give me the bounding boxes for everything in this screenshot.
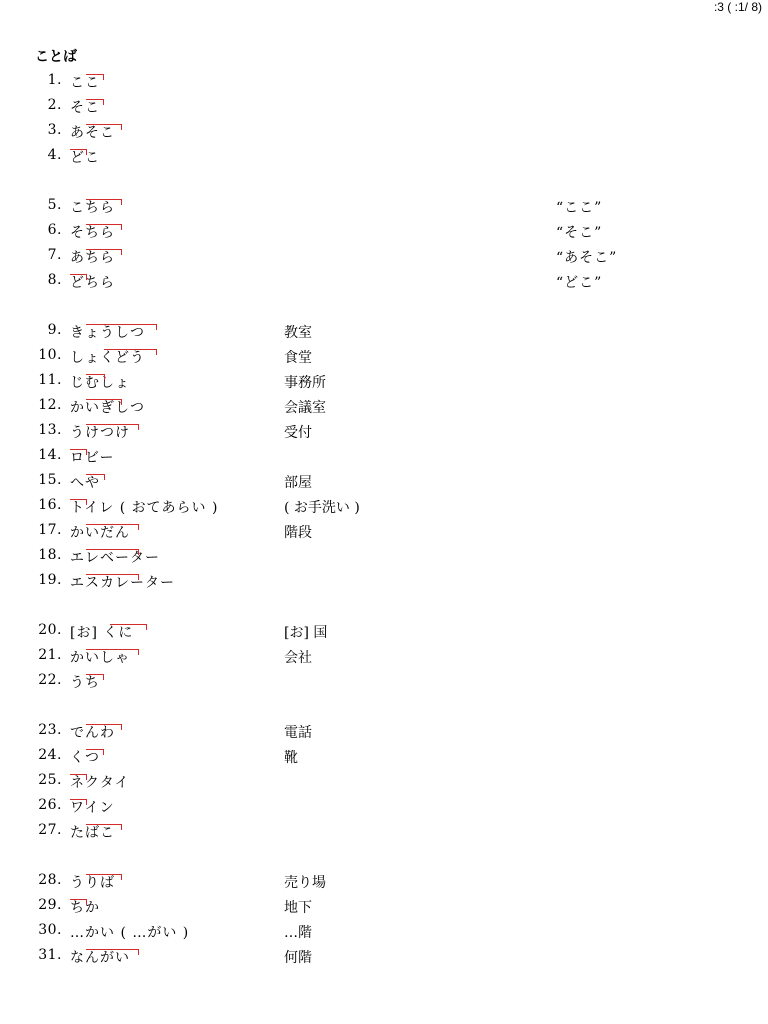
vocab-word: かいだん xyxy=(70,525,130,541)
vocab-word: ちか xyxy=(70,900,100,916)
vocab-word: どこ xyxy=(70,150,100,166)
vocab-note: “どこ” xyxy=(556,275,603,291)
pitch-accent-mark xyxy=(110,624,146,625)
pitch-accent-mark xyxy=(86,949,138,950)
vocab-word: ネクタイ xyxy=(70,775,130,791)
vocab-number: 9. xyxy=(47,322,62,338)
pitch-accent-mark xyxy=(86,74,103,75)
pitch-accent-mark xyxy=(86,249,121,250)
vocab-number: 26. xyxy=(38,797,62,813)
pitch-accent-mark xyxy=(70,149,86,150)
vocab-number: 11. xyxy=(38,372,62,388)
vocab-item xyxy=(0,672,768,694)
vocab-item xyxy=(0,72,768,94)
vocab-kanji: 会社 xyxy=(284,650,312,666)
vocab-word: でんわ xyxy=(70,725,115,741)
vocab-word: ここ xyxy=(70,75,100,91)
pitch-accent-mark xyxy=(86,124,121,125)
vocab-word: …かい ( …がい ) xyxy=(70,925,190,941)
vocab-number: 1. xyxy=(47,72,62,88)
vocab-word: こちら xyxy=(70,200,115,216)
vocab-note: “ここ” xyxy=(556,200,603,216)
pitch-accent-mark xyxy=(104,349,156,350)
vocab-item xyxy=(0,247,768,269)
vocab-number: 15. xyxy=(38,472,62,488)
vocab-item xyxy=(0,422,768,444)
pitch-accent-mark xyxy=(86,649,138,650)
vocab-item xyxy=(0,622,768,644)
vocab-item xyxy=(0,747,768,769)
vocab-item xyxy=(0,722,768,744)
vocab-word: きょうしつ xyxy=(70,325,145,341)
vocab-item xyxy=(0,447,768,469)
vocab-item xyxy=(0,522,768,544)
vocab-number: 29. xyxy=(38,897,62,913)
section-title: ことば xyxy=(35,49,77,65)
vocab-number: 2. xyxy=(47,97,62,113)
vocab-item xyxy=(0,572,768,594)
vocab-number: 16. xyxy=(38,497,62,513)
vocab-number: 21. xyxy=(38,647,62,663)
pitch-accent-mark xyxy=(86,549,138,550)
pitch-accent-mark xyxy=(86,874,121,875)
pitch-accent-mark xyxy=(70,899,86,900)
vocab-word: くつ xyxy=(70,750,100,766)
vocab-item xyxy=(0,772,768,794)
vocab-word: かいぎしつ xyxy=(70,400,145,416)
vocab-word: どちら xyxy=(70,275,115,291)
vocab-word: そちら xyxy=(70,225,115,241)
vocab-word: エスカレーター xyxy=(70,575,175,591)
vocab-item xyxy=(0,947,768,969)
vocab-number: 24. xyxy=(38,747,62,763)
pitch-accent-mark xyxy=(86,374,104,375)
pitch-accent-mark xyxy=(86,399,121,400)
vocab-item xyxy=(0,347,768,369)
pitch-accent-mark xyxy=(70,799,86,800)
vocab-number: 5. xyxy=(47,197,62,213)
vocab-word: うりば xyxy=(70,875,115,891)
vocab-number: 7. xyxy=(47,247,62,263)
vocab-number: 3. xyxy=(47,122,62,138)
vocab-word: ロビー xyxy=(70,450,115,466)
pitch-accent-mark xyxy=(86,749,103,750)
vocab-kanji: 靴 xyxy=(284,750,298,766)
vocab-kanji: 電話 xyxy=(284,725,312,741)
vocab-number: 22. xyxy=(38,672,62,688)
vocab-number: 19. xyxy=(38,572,62,588)
vocab-number: 28. xyxy=(38,872,62,888)
pitch-accent-mark xyxy=(86,224,121,225)
pitch-accent-mark xyxy=(86,524,138,525)
vocab-item xyxy=(0,197,768,219)
vocab-kanji: ( お手洗い ) xyxy=(284,500,360,516)
vocab-item xyxy=(0,922,768,944)
vocab-word: そこ xyxy=(70,100,100,116)
vocab-number: 8. xyxy=(47,272,62,288)
vocab-kanji: 食堂 xyxy=(284,350,312,366)
pitch-accent-mark xyxy=(70,274,86,275)
vocab-number: 6. xyxy=(47,222,62,238)
pitch-accent-mark xyxy=(86,99,103,100)
vocab-word: エレベーター xyxy=(70,550,160,566)
pitch-accent-mark xyxy=(86,199,121,200)
vocab-item xyxy=(0,647,768,669)
vocab-kanji: …階 xyxy=(284,925,312,941)
vocab-item xyxy=(0,147,768,169)
vocab-word: じむしょ xyxy=(70,375,130,391)
vocab-word: トイレ ( おてあらい ) xyxy=(70,500,219,516)
vocab-kanji: 教室 xyxy=(284,325,312,341)
vocab-item xyxy=(0,397,768,419)
page-indicator: :3 ( :1/ 8) xyxy=(713,0,762,14)
vocab-kanji: 地下 xyxy=(284,900,312,916)
pitch-accent-mark xyxy=(70,499,86,500)
vocab-item xyxy=(0,122,768,144)
vocab-number: 31. xyxy=(38,947,62,963)
pitch-accent-mark xyxy=(70,774,86,775)
vocab-number: 18. xyxy=(38,547,62,563)
vocab-item xyxy=(0,97,768,119)
pitch-accent-mark xyxy=(86,424,138,425)
vocab-number: 14. xyxy=(38,447,62,463)
vocab-number: 4. xyxy=(47,147,62,163)
vocab-number: 27. xyxy=(38,822,62,838)
vocab-kanji: 階段 xyxy=(284,525,312,541)
vocab-number: 30. xyxy=(38,922,62,938)
vocab-note: “そこ” xyxy=(556,225,603,241)
vocab-number: 17. xyxy=(38,522,62,538)
vocab-kanji: 受付 xyxy=(284,425,312,441)
vocab-word: へや xyxy=(70,475,100,491)
pitch-accent-mark xyxy=(86,724,121,725)
vocab-item xyxy=(0,322,768,344)
vocab-kanji: 会議室 xyxy=(284,400,326,416)
vocab-note: “あそこ” xyxy=(556,250,618,266)
vocab-word: なんがい xyxy=(70,950,130,966)
pitch-accent-mark xyxy=(86,674,103,675)
vocab-kanji: 部屋 xyxy=(284,475,312,491)
vocab-item xyxy=(0,547,768,569)
pitch-accent-mark xyxy=(86,324,156,325)
vocab-word: うけつけ xyxy=(70,425,130,441)
vocab-kanji: 何階 xyxy=(284,950,312,966)
vocab-item xyxy=(0,497,768,519)
vocab-number: 23. xyxy=(38,722,62,738)
vocab-item xyxy=(0,272,768,294)
pitch-accent-mark xyxy=(86,824,121,825)
vocab-item xyxy=(0,372,768,394)
vocab-item xyxy=(0,222,768,244)
pitch-accent-mark xyxy=(86,474,104,475)
vocab-kanji: 売り場 xyxy=(284,875,326,891)
vocab-number: 13. xyxy=(38,422,62,438)
vocab-word: [お] くに xyxy=(70,625,134,641)
vocab-word: ワイン xyxy=(70,800,115,816)
vocab-item xyxy=(0,822,768,844)
vocab-word: たばこ xyxy=(70,825,115,841)
vocab-kanji: 事務所 xyxy=(284,375,326,391)
vocab-item xyxy=(0,897,768,919)
vocab-item xyxy=(0,472,768,494)
vocab-word: うち xyxy=(70,675,100,691)
pitch-accent-mark xyxy=(86,574,138,575)
vocab-item xyxy=(0,797,768,819)
vocab-number: 12. xyxy=(38,397,62,413)
vocab-number: 10. xyxy=(38,347,62,363)
vocab-word: あそこ xyxy=(70,125,115,141)
vocab-word: あちら xyxy=(70,250,115,266)
vocab-kanji: [お] 国 xyxy=(284,625,328,641)
vocab-word: しょくどう xyxy=(70,350,145,366)
vocab-number: 20. xyxy=(38,622,62,638)
vocab-number: 25. xyxy=(38,772,62,788)
pitch-accent-mark xyxy=(70,449,86,450)
vocab-word: かいしゃ xyxy=(70,650,130,666)
vocab-item xyxy=(0,872,768,894)
